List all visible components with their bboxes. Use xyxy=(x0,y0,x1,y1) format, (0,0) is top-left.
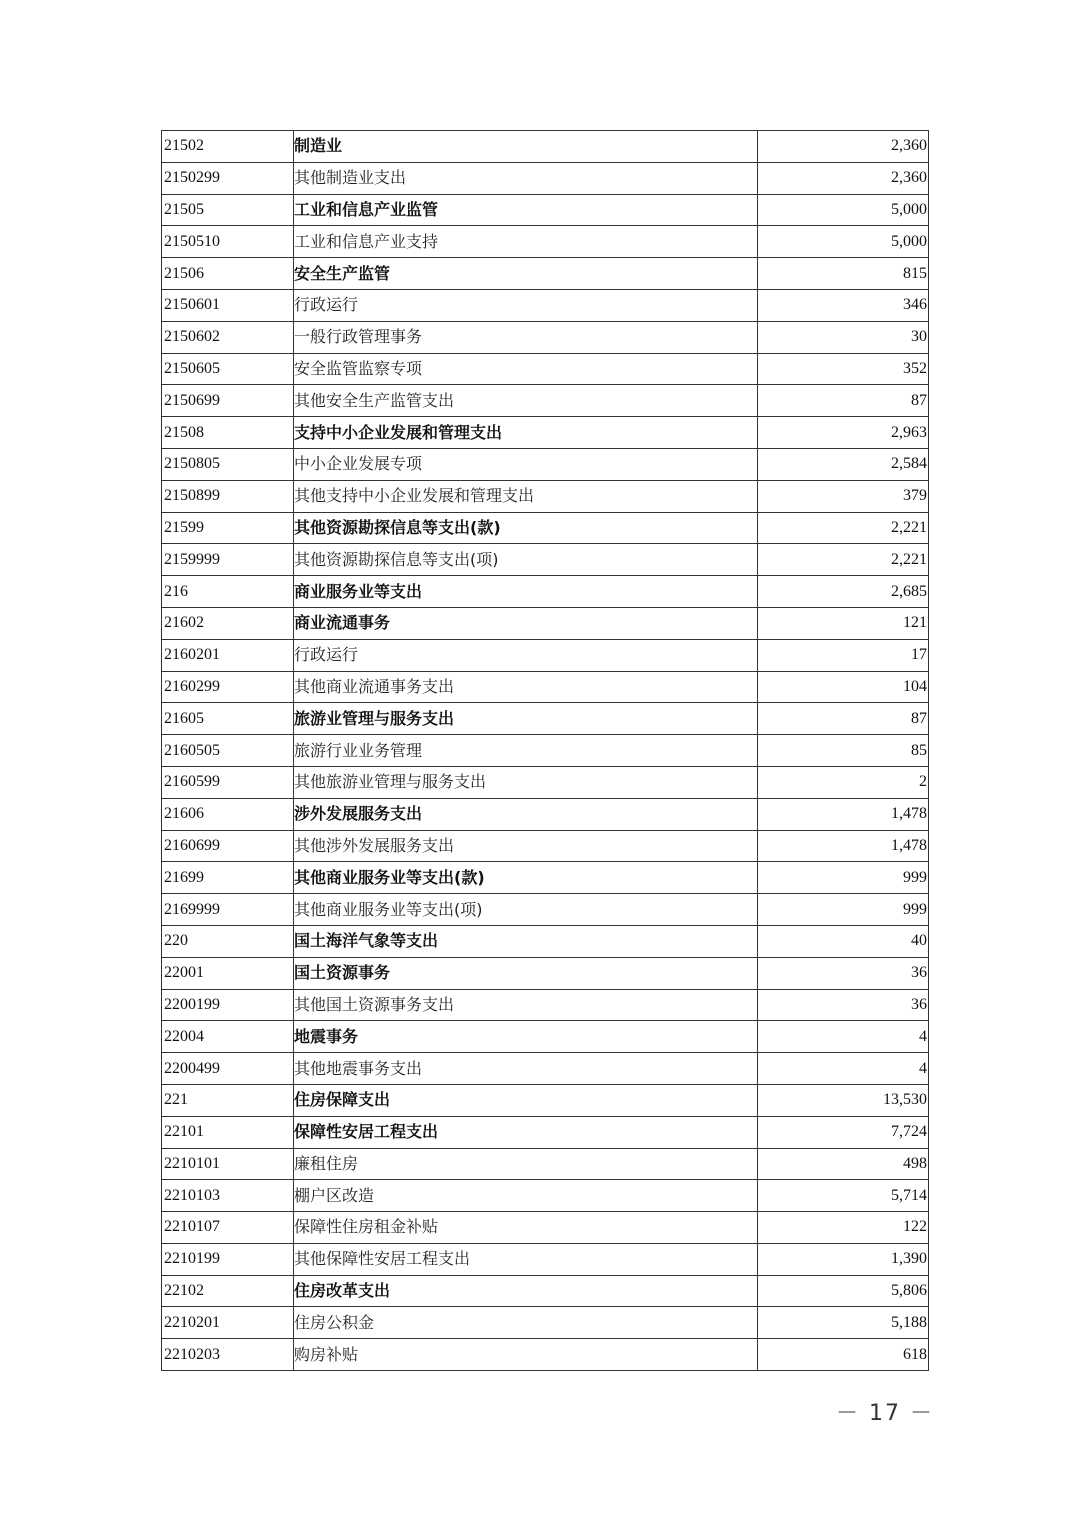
subject-code-cell: 220 xyxy=(162,925,294,957)
subject-name-cell: 涉外发展服务支出 xyxy=(294,798,758,830)
subject-name-cell: 工业和信息产业监管 xyxy=(294,194,758,226)
subject-code-cell: 21606 xyxy=(162,798,294,830)
table-row xyxy=(162,576,929,608)
table-row xyxy=(162,1275,929,1307)
amount-cell: 999 xyxy=(758,862,929,894)
amount-cell: 40 xyxy=(758,925,929,957)
subject-name-cell: 其他地震事务支出 xyxy=(294,1053,758,1085)
subject-code-cell: 2200499 xyxy=(162,1053,294,1085)
table-row xyxy=(162,925,929,957)
table-row xyxy=(162,512,929,544)
amount-cell: 5,714 xyxy=(758,1180,929,1212)
budget-table xyxy=(161,130,929,1371)
amount-cell: 36 xyxy=(758,989,929,1021)
amount-cell: 5,000 xyxy=(758,226,929,258)
subject-name-cell: 旅游行业业务管理 xyxy=(294,735,758,767)
subject-name-cell: 购房补贴 xyxy=(294,1339,758,1371)
subject-code-cell: 2169999 xyxy=(162,894,294,926)
table-row xyxy=(162,353,929,385)
subject-code-cell: 22004 xyxy=(162,1021,294,1053)
amount-cell: 5,188 xyxy=(758,1307,929,1339)
amount-cell: 5,000 xyxy=(758,194,929,226)
amount-cell: 121 xyxy=(758,607,929,639)
subject-name-cell: 行政运行 xyxy=(294,639,758,671)
subject-name-cell: 住房保障支出 xyxy=(294,1084,758,1116)
subject-code-cell: 2210107 xyxy=(162,1212,294,1244)
subject-code-cell: 2150805 xyxy=(162,448,294,480)
amount-cell: 379 xyxy=(758,480,929,512)
subject-name-cell: 国土资源事务 xyxy=(294,957,758,989)
subject-code-cell: 2150899 xyxy=(162,480,294,512)
amount-cell: 498 xyxy=(758,1148,929,1180)
subject-name-cell: 其他支持中小企业发展和管理支出 xyxy=(294,480,758,512)
subject-name-cell: 廉租住房 xyxy=(294,1148,758,1180)
subject-code-cell: 2210199 xyxy=(162,1243,294,1275)
amount-cell: 36 xyxy=(758,957,929,989)
subject-name-cell: 其他制造业支出 xyxy=(294,162,758,194)
subject-name-cell: 工业和信息产业支持 xyxy=(294,226,758,258)
subject-code-cell: 2210201 xyxy=(162,1307,294,1339)
table-row xyxy=(162,289,929,321)
table-row xyxy=(162,1339,929,1371)
amount-cell: 4 xyxy=(758,1021,929,1053)
subject-code-cell: 2210101 xyxy=(162,1148,294,1180)
table-row xyxy=(162,448,929,480)
subject-name-cell: 中小企业发展专项 xyxy=(294,448,758,480)
table-row xyxy=(162,989,929,1021)
subject-name-cell: 支持中小企业发展和管理支出 xyxy=(294,417,758,449)
amount-cell: 1,478 xyxy=(758,830,929,862)
amount-cell: 1,478 xyxy=(758,798,929,830)
subject-name-cell: 商业服务业等支出 xyxy=(294,576,758,608)
subject-code-cell: 2210203 xyxy=(162,1339,294,1371)
table-row xyxy=(162,480,929,512)
table-row xyxy=(162,607,929,639)
subject-name-cell: 安全生产监管 xyxy=(294,258,758,290)
amount-cell: 2,963 xyxy=(758,417,929,449)
table-row xyxy=(162,830,929,862)
subject-code-cell: 2210103 xyxy=(162,1180,294,1212)
table-row xyxy=(162,639,929,671)
amount-cell: 2,360 xyxy=(758,162,929,194)
subject-code-cell: 21505 xyxy=(162,194,294,226)
subject-name-cell: 其他保障性安居工程支出 xyxy=(294,1243,758,1275)
amount-cell: 2 xyxy=(758,766,929,798)
amount-cell: 2,221 xyxy=(758,544,929,576)
subject-name-cell: 国土海洋气象等支出 xyxy=(294,925,758,957)
subject-name-cell: 商业流通事务 xyxy=(294,607,758,639)
subject-code-cell: 21602 xyxy=(162,607,294,639)
subject-code-cell: 2150699 xyxy=(162,385,294,417)
table-row xyxy=(162,894,929,926)
amount-cell: 87 xyxy=(758,703,929,735)
table-row xyxy=(162,131,929,163)
subject-code-cell: 2160299 xyxy=(162,671,294,703)
subject-code-cell: 22001 xyxy=(162,957,294,989)
subject-name-cell: 一般行政管理事务 xyxy=(294,321,758,353)
subject-name-cell: 棚户区改造 xyxy=(294,1180,758,1212)
table-row xyxy=(162,321,929,353)
table-row xyxy=(162,862,929,894)
subject-name-cell: 安全监管监察专项 xyxy=(294,353,758,385)
amount-cell: 618 xyxy=(758,1339,929,1371)
amount-cell: 85 xyxy=(758,735,929,767)
table-row xyxy=(162,226,929,258)
subject-code-cell: 2159999 xyxy=(162,544,294,576)
subject-code-cell: 21508 xyxy=(162,417,294,449)
subject-name-cell: 地震事务 xyxy=(294,1021,758,1053)
subject-name-cell: 其他商业服务业等支出(项) xyxy=(294,894,758,926)
table-row xyxy=(162,258,929,290)
amount-cell: 87 xyxy=(758,385,929,417)
table-row xyxy=(162,735,929,767)
subject-name-cell: 其他资源勘探信息等支出(款) xyxy=(294,512,758,544)
subject-code-cell: 22102 xyxy=(162,1275,294,1307)
table-row xyxy=(162,162,929,194)
subject-code-cell: 2150299 xyxy=(162,162,294,194)
subject-code-cell: 21605 xyxy=(162,703,294,735)
subject-code-cell: 2200199 xyxy=(162,989,294,1021)
subject-code-cell: 2160599 xyxy=(162,766,294,798)
table-row xyxy=(162,1116,929,1148)
table-row xyxy=(162,766,929,798)
subject-code-cell: 2160699 xyxy=(162,830,294,862)
amount-cell: 346 xyxy=(758,289,929,321)
subject-code-cell: 21699 xyxy=(162,862,294,894)
subject-code-cell: 2150601 xyxy=(162,289,294,321)
amount-cell: 4 xyxy=(758,1053,929,1085)
subject-name-cell: 其他国土资源事务支出 xyxy=(294,989,758,1021)
table-row xyxy=(162,703,929,735)
amount-cell: 352 xyxy=(758,353,929,385)
table-row xyxy=(162,1148,929,1180)
subject-code-cell: 2150510 xyxy=(162,226,294,258)
subject-name-cell: 住房改革支出 xyxy=(294,1275,758,1307)
amount-cell: 7,724 xyxy=(758,1116,929,1148)
amount-cell: 2,584 xyxy=(758,448,929,480)
page-number: － 17 － xyxy=(836,1401,934,1426)
amount-cell: 30 xyxy=(758,321,929,353)
amount-cell: 815 xyxy=(758,258,929,290)
subject-code-cell: 2160201 xyxy=(162,639,294,671)
amount-cell: 122 xyxy=(758,1212,929,1244)
subject-name-cell: 其他安全生产监管支出 xyxy=(294,385,758,417)
subject-name-cell: 旅游业管理与服务支出 xyxy=(294,703,758,735)
subject-code-cell: 2150602 xyxy=(162,321,294,353)
table-row xyxy=(162,385,929,417)
table-body xyxy=(162,131,929,1371)
subject-name-cell: 保障性住房租金补贴 xyxy=(294,1212,758,1244)
table-row xyxy=(162,1053,929,1085)
table-row xyxy=(162,1243,929,1275)
table-row xyxy=(162,798,929,830)
subject-code-cell: 21599 xyxy=(162,512,294,544)
table-row xyxy=(162,417,929,449)
subject-code-cell: 216 xyxy=(162,576,294,608)
subject-code-cell: 2150605 xyxy=(162,353,294,385)
amount-cell: 1,390 xyxy=(758,1243,929,1275)
table-row xyxy=(162,1021,929,1053)
table-row xyxy=(162,1084,929,1116)
amount-cell: 2,360 xyxy=(758,131,929,163)
amount-cell: 17 xyxy=(758,639,929,671)
subject-name-cell: 其他旅游业管理与服务支出 xyxy=(294,766,758,798)
table-row xyxy=(162,1212,929,1244)
subject-name-cell: 保障性安居工程支出 xyxy=(294,1116,758,1148)
subject-code-cell: 2160505 xyxy=(162,735,294,767)
subject-code-cell: 221 xyxy=(162,1084,294,1116)
table-row xyxy=(162,544,929,576)
table-row xyxy=(162,1307,929,1339)
amount-cell: 104 xyxy=(758,671,929,703)
amount-cell: 2,685 xyxy=(758,576,929,608)
amount-cell: 5,806 xyxy=(758,1275,929,1307)
table-row xyxy=(162,1180,929,1212)
subject-name-cell: 行政运行 xyxy=(294,289,758,321)
amount-cell: 2,221 xyxy=(758,512,929,544)
subject-code-cell: 22101 xyxy=(162,1116,294,1148)
table-row xyxy=(162,957,929,989)
subject-code-cell: 21502 xyxy=(162,131,294,163)
table-row xyxy=(162,671,929,703)
subject-code-cell: 21506 xyxy=(162,258,294,290)
table-row xyxy=(162,194,929,226)
subject-name-cell: 其他资源勘探信息等支出(项) xyxy=(294,544,758,576)
subject-name-cell: 制造业 xyxy=(294,131,758,163)
amount-cell: 13,530 xyxy=(758,1084,929,1116)
subject-name-cell: 住房公积金 xyxy=(294,1307,758,1339)
subject-name-cell: 其他商业服务业等支出(款) xyxy=(294,862,758,894)
subject-name-cell: 其他涉外发展服务支出 xyxy=(294,830,758,862)
subject-name-cell: 其他商业流通事务支出 xyxy=(294,671,758,703)
amount-cell: 999 xyxy=(758,894,929,926)
